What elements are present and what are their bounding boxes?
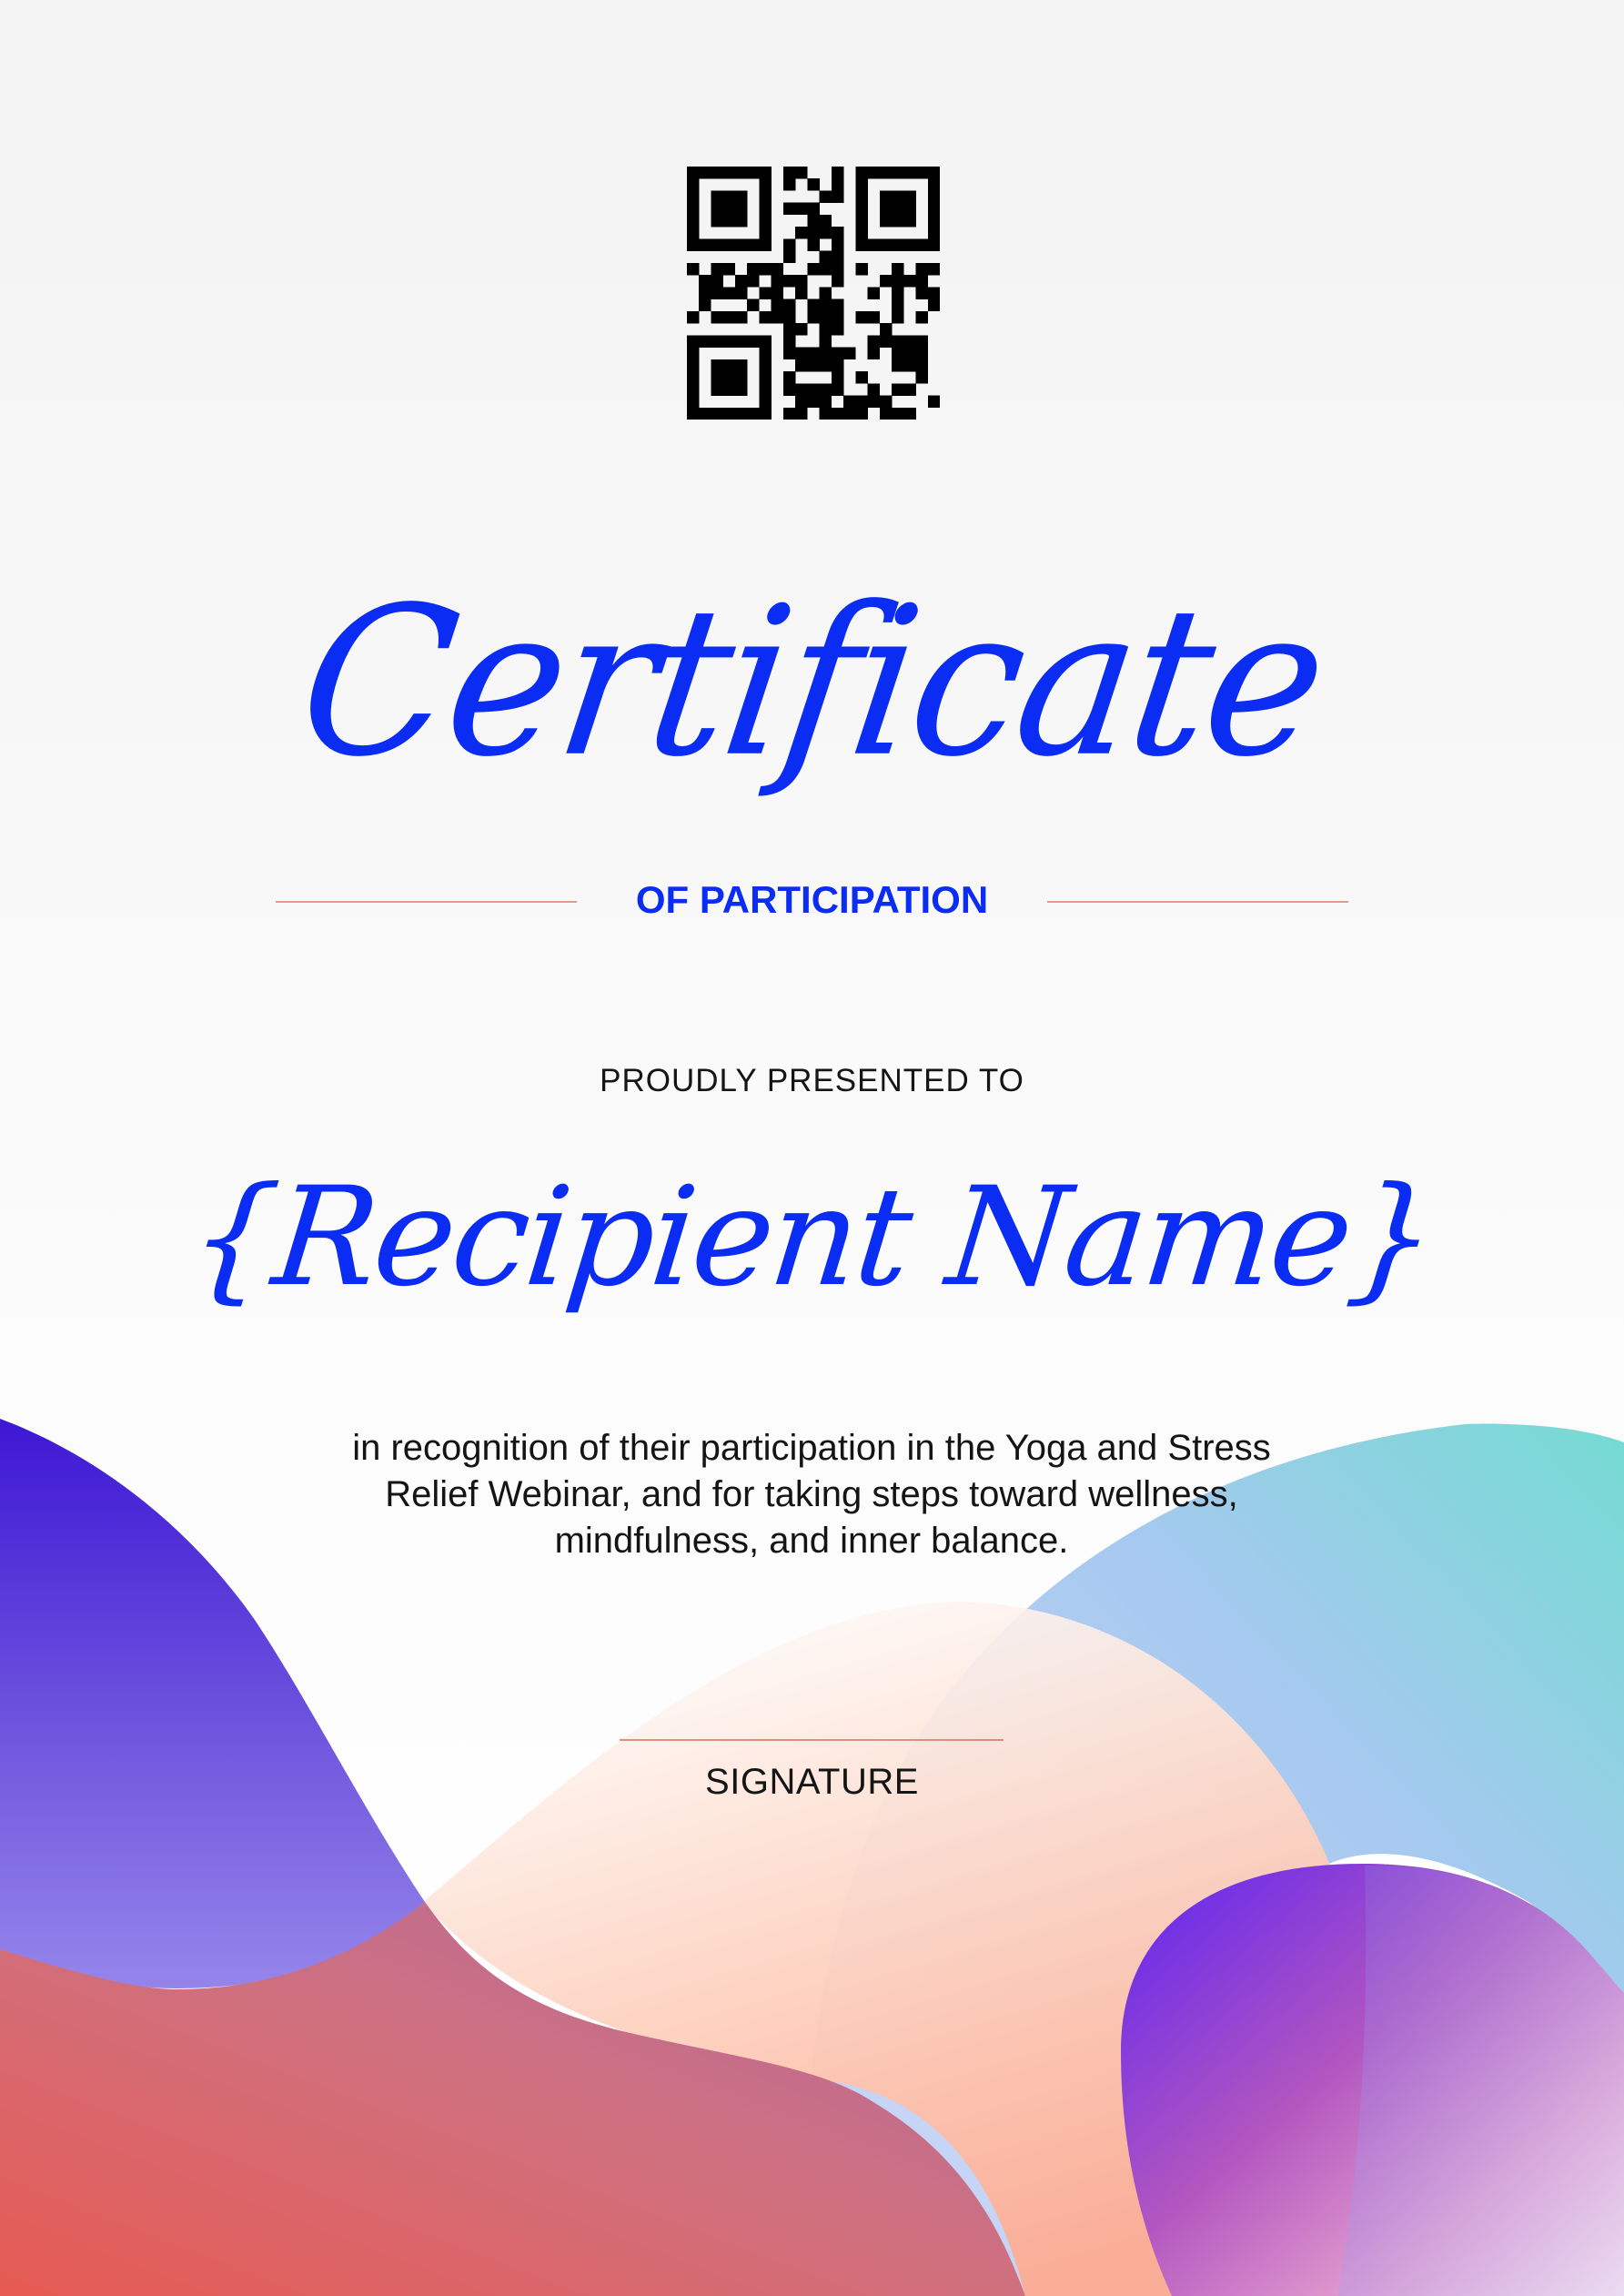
signature-label: SIGNATURE (705, 1762, 919, 1802)
certificate-subtitle: OF PARTICIPATION (635, 878, 989, 921)
recipient-name[interactable]: {Recipient Name} (182, 1158, 1442, 1317)
divider-right (1047, 901, 1348, 903)
recognition-line-1: in recognition of their participation in the Yoga and Stress (352, 1428, 1271, 1468)
qr-code-icon[interactable] (687, 167, 940, 420)
presented-to-label: PROUDLY PRESENTED TO (600, 1063, 1024, 1098)
recognition-line-3: mindfulness, and inner balance. (554, 1521, 1069, 1561)
certificate-title: Certificate (287, 561, 1337, 803)
recognition-line-2: Relief Webinar, and for taking steps toward wellness, (385, 1474, 1238, 1514)
recognition-text (266, 1425, 1357, 1564)
signature-line[interactable] (620, 1739, 1004, 1741)
